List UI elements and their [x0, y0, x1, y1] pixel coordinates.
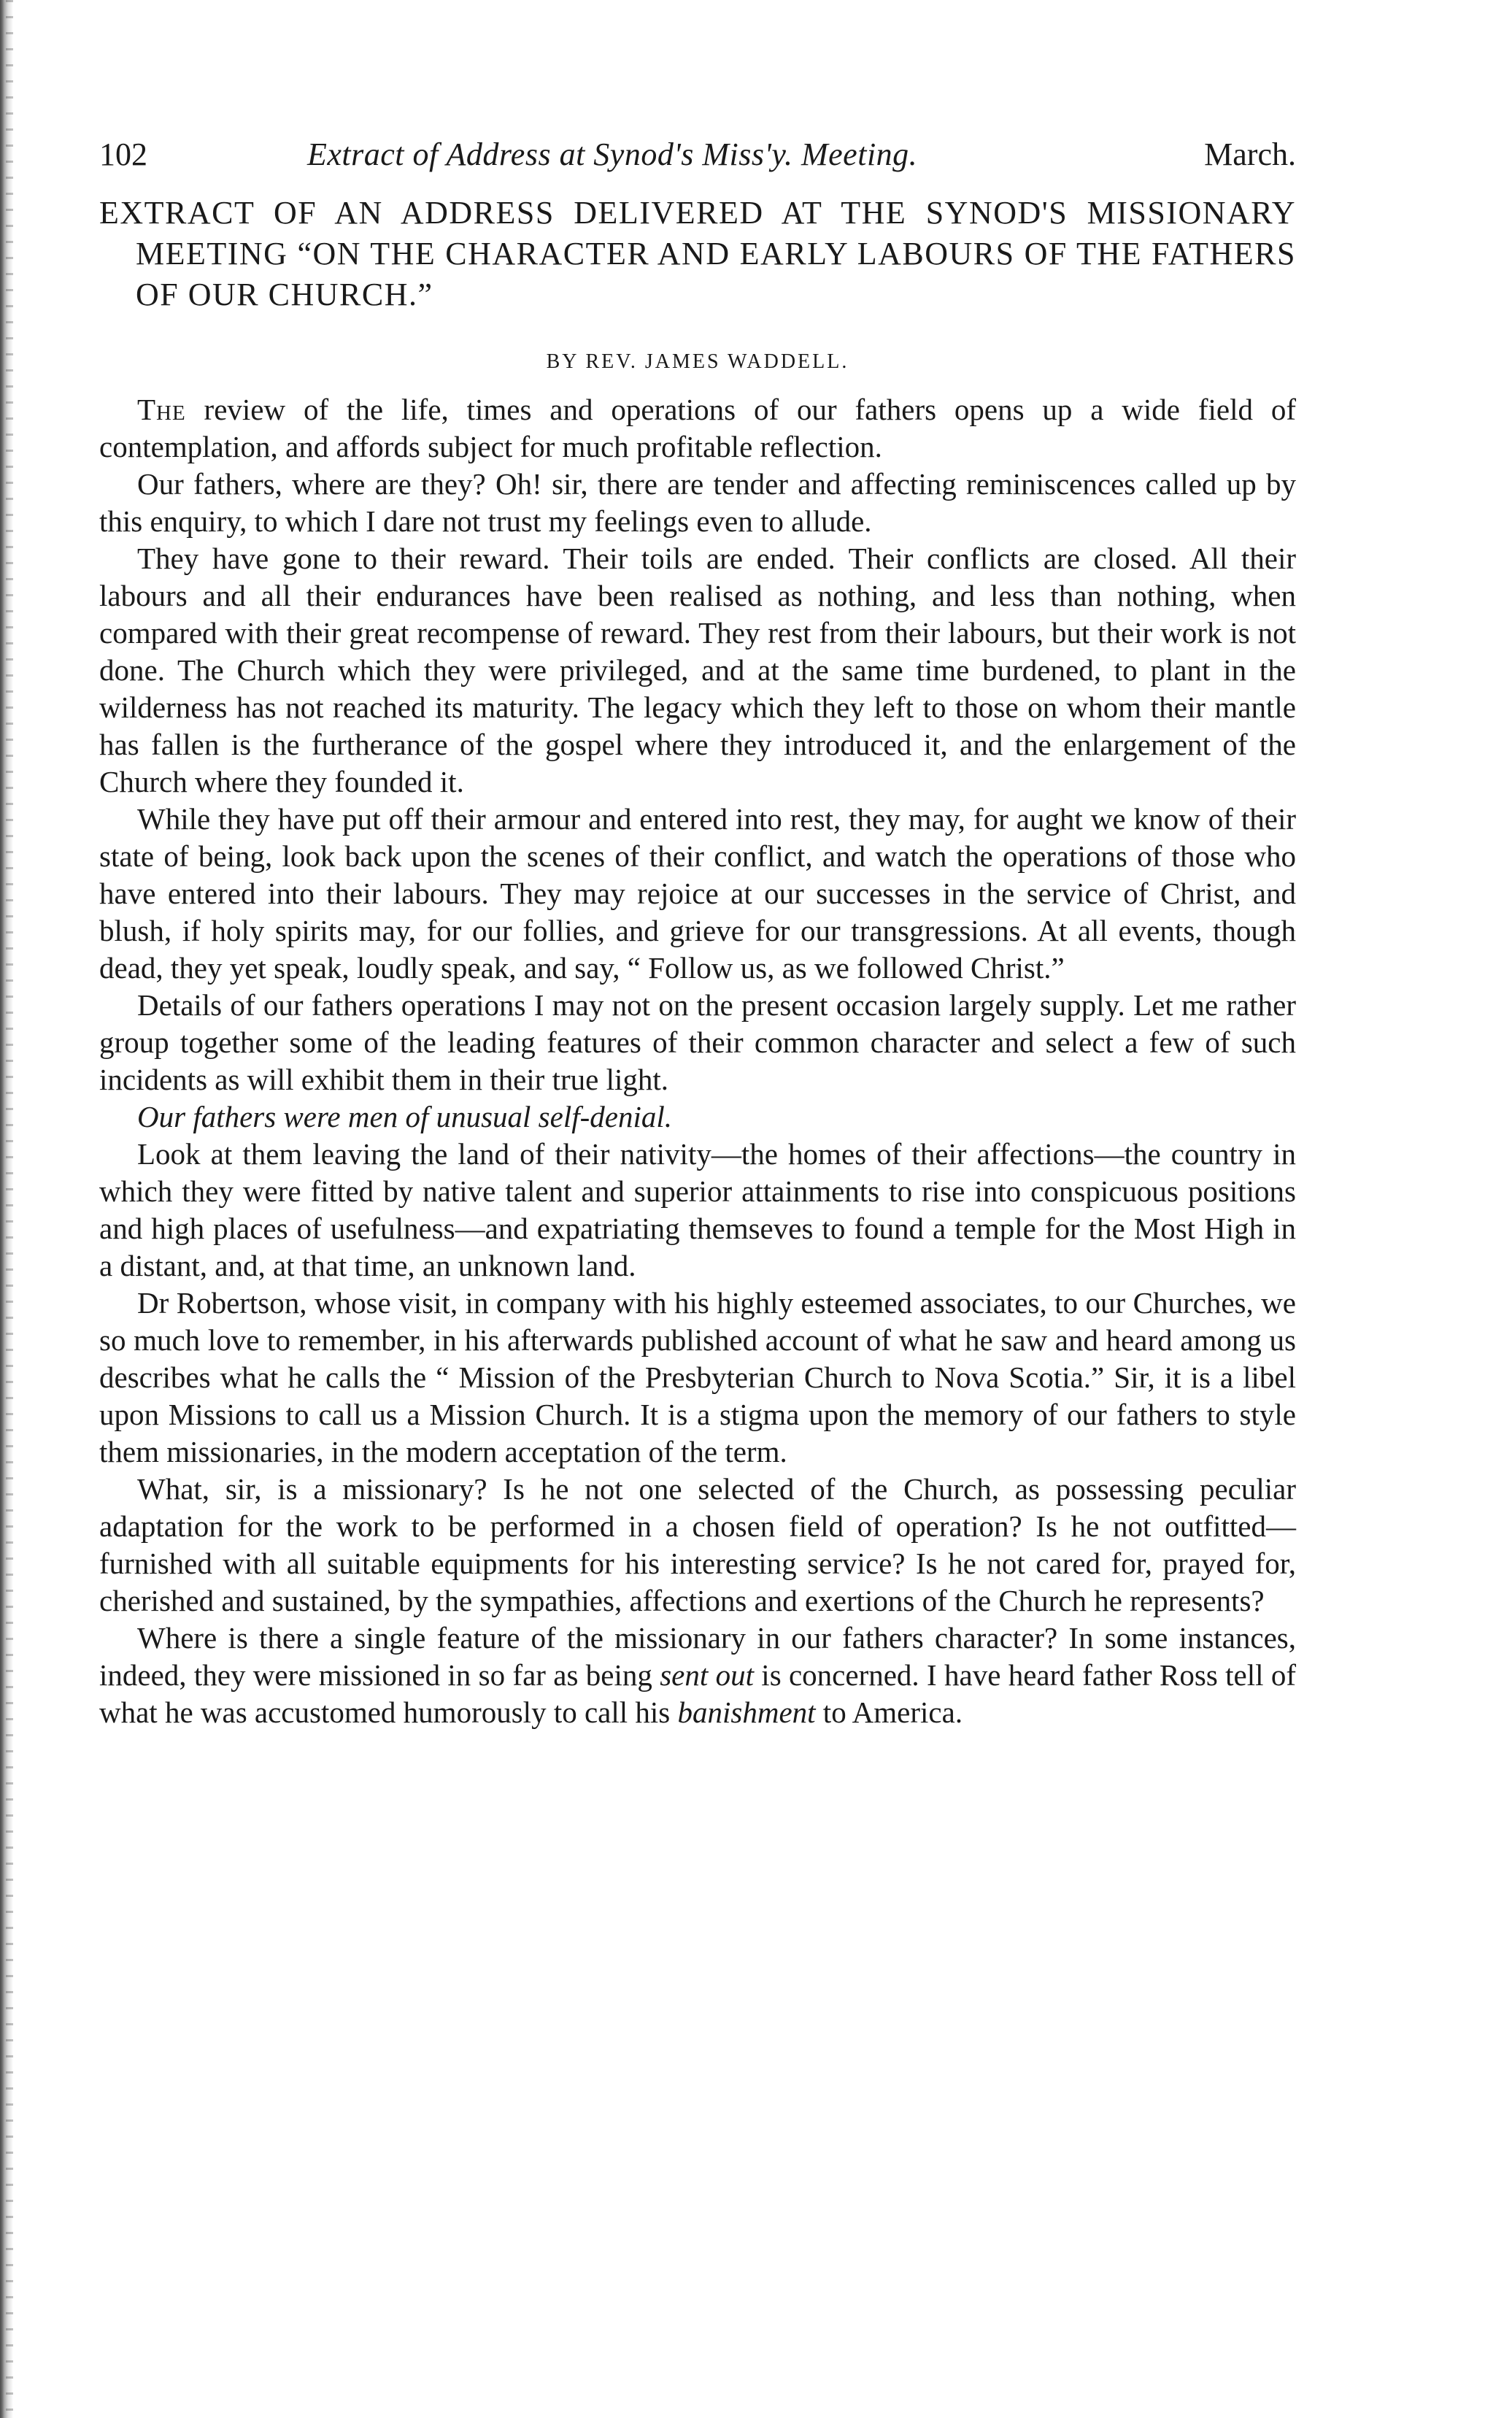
paragraph-10: [99, 1620, 1296, 1731]
article-body: [99, 391, 1296, 1731]
paragraph-10-text-a: Where is there a single feature of the missionary in our fathers character? In some instances, indeed, they were missioned in so far as being: [99, 1621, 1296, 1692]
paragraph-10-text-b: is concerned. I have heard father Ross tell of what he was accustomed humorously to call his: [99, 1658, 1297, 1729]
paragraph-8: Dr Robertson, whose visit, in company with his highly esteemed associates, to our Churches, we so much love to remember, in his afterwards published account of what he saw and heard among us describes what he calls the “ Mission of the Presbyterian Church to Nova Scotia.” Sir, it is a libel upon Missions to call us a Mission Church. It is a stigma upon the memory of our fathers to style them missionaries, in the modern acceptation of the term.: [99, 1286, 1296, 1468]
article-title: EXTRACT OF AN ADDRESS DELIVERED AT THE SYNOD'S MISSIONARY MEETING “ON THE CHARACTER AND EARLY LABOURS OF THE FATHERS OF OUR CHURCH.”: [99, 195, 1296, 312]
emphasis-sent-out: sent out: [660, 1658, 754, 1692]
drop-word: The: [137, 393, 186, 426]
running-month: March.: [1204, 136, 1296, 172]
running-title: Extract of Address at Synod's Miss'y. Meeting.: [307, 136, 918, 172]
scan-binding-shadow: [6, 0, 13, 2418]
section-subheading: Our fathers were men of unusual self-denial.: [137, 1100, 672, 1133]
paragraph-2: Our fathers, where are they? Oh! sir, there are tender and affecting reminiscences called up by this enquiry, to which I dare not trust my feelings even to allude.: [99, 467, 1296, 538]
emphasis-banishment: banishment: [677, 1695, 816, 1729]
paragraph-5: Details of our fathers operations I may not on the present occasion largely supply. Let me rather group together some of the leading features of their common character and select a few of such incidents as will exhibit them in their true light.: [99, 988, 1296, 1096]
paragraph-4: While they have put off their armour and entered into rest, they may, for aught we know of their state of being, look back upon the scenes of their conflict, and watch the operations of those who have entered into their labours. They may rejoice at our successes in the service of Christ, and blush, if holy spirits may, for our follies, and grieve for our transgressions. At all events, though dead, they yet speak, loudly speak, and say, “ Follow us, as we followed Christ.”: [99, 802, 1296, 985]
paragraph-3: They have gone to their reward. Their toils are ended. Their conflicts are closed. All their labours and all their endurances have been realised as nothing, and less than nothing, when compared with their great recompense of reward. They rest from their labours, but their work is not done. The Church which they were privileged, and at the same time burdened, to plant in the wilderness has not reached its maturity. The legacy which they left to those on whom their mantle has fallen is the furtherance of the gospel where they introduced it, and the enlargement of the Church where they founded it.: [99, 542, 1296, 798]
paragraph-1: [99, 391, 1296, 466]
article-byline: BY REV. JAMES WADDELL.: [546, 350, 849, 373]
paragraph-1-text: review of the life, times and operations of our fathers opens up a wide field of contemplation, and affords subject for much profitable reflection.: [99, 393, 1296, 463]
paragraph-10-text-c: to America.: [815, 1695, 963, 1729]
paragraph-9: What, sir, is a missionary? Is he not one selected of the Church, as possessing peculiar adaptation for the work to be performed in a chosen field of operation? Is he not outfitted—furnished with all suitable equipments for his interesting service? Is he not cared for, prayed for, cherished and sustained, by the sympathies, affections and exertions of the Church he represents?: [99, 1472, 1296, 1617]
page-number: 102: [99, 136, 147, 172]
paragraph-7: Look at them leaving the land of their nativity—the homes of their affections—the country in which they were fitted by native talent and superior attainments to rise into conspicuous positions and high places of usefulness—and expatriating themseves to found a temple for the Most High in a distant, and, at that time, an unknown land.: [99, 1137, 1296, 1282]
document-page: [99, 128, 1296, 1731]
running-header: [99, 128, 1296, 181]
